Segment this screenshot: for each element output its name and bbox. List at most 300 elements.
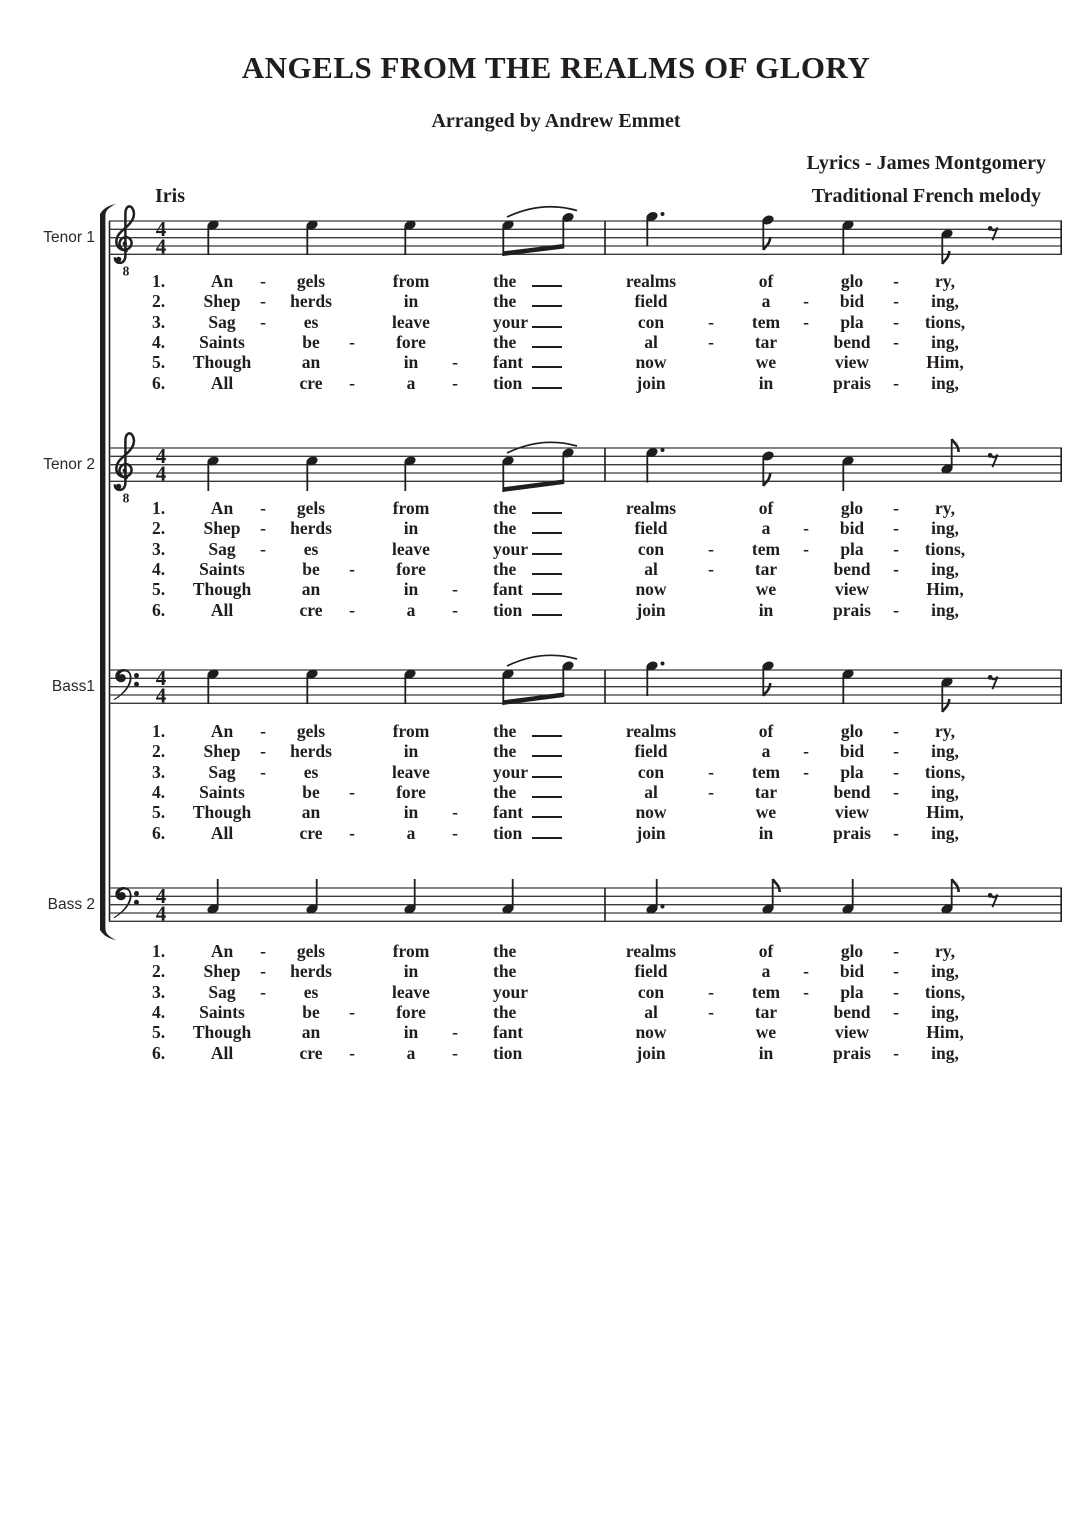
verse-number: 3. [152, 311, 166, 332]
lyric-hyphen: - [893, 372, 899, 393]
lyric-hyphen: - [893, 558, 899, 579]
lyric-hyphen: - [708, 1001, 714, 1022]
lyric-hyphen: - [260, 961, 266, 982]
lyrics-credit: Lyrics - James Montgomery [806, 152, 1046, 174]
lyric-hyphen: - [349, 558, 355, 579]
verse-number: 3. [152, 538, 166, 559]
lyric-syllable: bend [833, 1001, 871, 1022]
lyric-line [0, 741, 1071, 761]
lyric-syllable: ing, [931, 291, 959, 312]
eighth-flag [952, 879, 959, 892]
lyric-hyphen: - [349, 331, 355, 352]
lyric-syllable: we [755, 352, 777, 373]
lyric-hyphen: - [452, 352, 458, 373]
lyric-hyphen: - [708, 981, 714, 1002]
augmentation-dot [661, 905, 665, 909]
lyric-line [0, 518, 1071, 538]
lyric-hyphen: - [452, 599, 458, 620]
lyric-syllable: the [493, 961, 517, 982]
lyric-syllable: gels [296, 498, 326, 518]
lyric-syllable: herds [290, 961, 332, 982]
lyric-syllable: bend [833, 331, 871, 352]
lyric-syllable: bend [833, 781, 871, 802]
lyric-syllable: glo [840, 941, 864, 961]
lyric-hyphen: - [452, 579, 458, 600]
lyric-syllable: your [493, 311, 528, 332]
lyric-extender-line [532, 802, 562, 818]
lyric-syllable: glo [840, 721, 864, 741]
lyric-line [0, 1002, 1071, 1022]
lyric-syllable: the [493, 331, 517, 352]
page-title: ANGELS FROM THE REALMS OF GLORY [241, 50, 871, 85]
lyric-syllable: bend [833, 558, 871, 579]
lyric-syllable: now [635, 352, 667, 373]
lyric-syllable: bid [839, 741, 865, 762]
lyric-syllable: tion [493, 599, 523, 620]
voice-label-tenor2: Tenor 2 [43, 455, 95, 473]
verse-number: 3. [152, 981, 166, 1002]
lyric-syllable: now [635, 1022, 667, 1043]
lyric-extender-line [532, 559, 562, 575]
lyric-syllable: All [210, 822, 234, 843]
lyric-syllable: field [634, 518, 668, 539]
lyric-hyphen: - [260, 721, 266, 741]
lyric-syllable: the [493, 498, 517, 518]
lyric-hyphen: - [893, 271, 899, 291]
lyric-syllable: a [761, 961, 771, 982]
lyric-hyphen: - [803, 741, 809, 762]
verse-number: 4. [152, 331, 166, 352]
lyric-syllable: the [493, 741, 517, 762]
lyric-syllable: prais [833, 822, 871, 843]
lyric-syllable: we [755, 1022, 777, 1043]
lyric-hyphen: - [893, 1001, 899, 1022]
lyric-line [0, 539, 1071, 559]
lyric-hyphen: - [893, 599, 899, 620]
lyric-syllable: tem [751, 311, 781, 332]
lyric-syllable: an [301, 802, 321, 823]
lyric-syllable: herds [290, 291, 332, 312]
lyric-syllable: join [636, 372, 666, 393]
lyric-syllable: be [302, 781, 320, 802]
lyric-line [0, 1043, 1071, 1063]
lyric-syllable: your [493, 761, 528, 782]
lyric-syllable: be [302, 331, 320, 352]
lyric-hyphen: - [893, 1042, 899, 1063]
lyric-hyphen: - [893, 761, 899, 782]
lyric-syllable: realms [625, 271, 677, 291]
lyric-hyphen: - [260, 271, 266, 291]
lyric-hyphen: - [893, 721, 899, 741]
lyric-line [0, 982, 1071, 1002]
lyric-hyphen: - [893, 822, 899, 843]
lyric-hyphen: - [893, 518, 899, 539]
lyric-syllable: Though [192, 802, 252, 823]
lyric-syllable: the [493, 291, 517, 312]
time-signature: 4 [155, 884, 167, 909]
lyric-hyphen: - [893, 498, 899, 518]
lyric-syllable: cre [299, 1042, 323, 1063]
lyric-hyphen: - [893, 981, 899, 1002]
lyric-syllable: realms [625, 498, 677, 518]
lyric-extender-line [532, 498, 562, 514]
lyric-syllable: Sag [208, 761, 236, 782]
lyric-syllable: bid [839, 518, 865, 539]
lyric-hyphen: - [452, 802, 458, 823]
lyric-syllable: field [634, 291, 668, 312]
voice-label-tenor1: Tenor 1 [43, 228, 95, 246]
lyric-syllable: Saints [199, 558, 245, 579]
lyric-syllable: gels [296, 941, 326, 961]
lyric-syllable: es [303, 538, 319, 559]
time-signature: 4 [155, 234, 167, 259]
lyric-line [0, 291, 1071, 311]
verse-number: 6. [152, 1042, 166, 1063]
verse-number: 5. [152, 802, 166, 823]
lyric-syllable: glo [840, 498, 864, 518]
lyric-syllable: in [758, 1042, 774, 1063]
lyric-syllable: now [635, 802, 667, 823]
lyric-syllable: in [403, 579, 419, 600]
lyric-syllable: ing, [931, 518, 959, 539]
lyric-syllable: realms [625, 721, 677, 741]
lyric-hyphen: - [893, 941, 899, 961]
lyric-syllable: Though [192, 352, 252, 373]
lyric-syllable: An [210, 271, 234, 291]
lyric-extender-line [532, 600, 562, 616]
lyric-syllable: tion [493, 372, 523, 393]
lyric-syllable: from [392, 941, 430, 961]
lyric-syllable: the [493, 1001, 517, 1022]
lyric-extender-line [532, 332, 562, 348]
lyric-hyphen: - [349, 781, 355, 802]
lyric-line [0, 941, 1071, 961]
lyric-syllable: Shep [203, 961, 241, 982]
melody-credit: Traditional French melody [811, 185, 1041, 207]
lyric-syllable: your [493, 981, 528, 1002]
lyric-syllable: pla [840, 761, 864, 782]
lyric-syllable: in [403, 741, 419, 762]
lyric-syllable: al [644, 558, 658, 579]
lyric-syllable: in [403, 291, 419, 312]
lyric-syllable: fore [396, 1001, 426, 1022]
lyric-syllable: con [637, 981, 665, 1002]
lyric-hyphen: - [803, 961, 809, 982]
lyric-hyphen: - [893, 781, 899, 802]
lyric-syllable: pla [840, 981, 864, 1002]
lyric-line [0, 332, 1071, 352]
verse-number: 5. [152, 352, 166, 373]
lyric-extender-line [532, 539, 562, 555]
lyric-syllable: join [636, 599, 666, 620]
time-signature: 4 [155, 666, 167, 691]
lyric-syllable: Him, [926, 352, 964, 373]
lyric-syllable: al [644, 781, 658, 802]
lyric-hyphen: - [260, 291, 266, 312]
lyric-syllable: view [834, 352, 870, 373]
lyric-syllable: view [834, 802, 870, 823]
lyric-extender-line [532, 823, 562, 839]
lyric-syllable: glo [840, 271, 864, 291]
lyric-hyphen: - [708, 761, 714, 782]
lyric-syllable: in [758, 599, 774, 620]
lyric-syllable: an [301, 579, 321, 600]
lyric-syllable: bid [839, 291, 865, 312]
lyric-hyphen: - [260, 518, 266, 539]
verse-number: 2. [152, 741, 166, 762]
lyric-syllable: a [406, 822, 416, 843]
lyric-syllable: herds [290, 741, 332, 762]
lyric-syllable: field [634, 961, 668, 982]
lyric-hyphen: - [260, 981, 266, 1002]
lyric-hyphen: - [452, 822, 458, 843]
lyric-line [0, 961, 1071, 981]
bracket-hook-top [100, 204, 116, 216]
lyric-line [0, 782, 1071, 802]
lyric-hyphen: - [893, 291, 899, 312]
lyric-syllable: an [301, 1022, 321, 1043]
lyric-syllable: ing, [931, 961, 959, 982]
lyric-syllable: leave [392, 311, 430, 332]
lyric-syllable: a [406, 1042, 416, 1063]
lyric-hyphen: - [452, 1022, 458, 1043]
verse-number: 2. [152, 518, 166, 539]
lyric-syllable: in [403, 352, 419, 373]
lyric-hyphen: - [260, 941, 266, 961]
lyric-syllable: a [761, 741, 771, 762]
lyric-syllable: join [636, 822, 666, 843]
lyric-syllable: es [303, 981, 319, 1002]
lyric-hyphen: - [708, 781, 714, 802]
lyric-extender-line [532, 782, 562, 798]
lyric-syllable: fant [493, 352, 524, 373]
lyric-syllable: tem [751, 761, 781, 782]
lyric-syllable: ing, [931, 599, 959, 620]
verse-number: 2. [152, 291, 166, 312]
lyric-syllable: Shep [203, 518, 241, 539]
lyric-syllable: An [210, 498, 234, 518]
augmentation-dot [661, 448, 665, 452]
lyric-line [0, 352, 1071, 372]
lyric-syllable: the [493, 518, 517, 539]
lyric-syllable: of [758, 271, 774, 291]
lyric-syllable: con [637, 538, 665, 559]
voice-label-bass2: Bass 2 [47, 895, 95, 913]
lyric-hyphen: - [349, 1042, 355, 1063]
lyric-syllable: herds [290, 518, 332, 539]
lyric-hyphen: - [708, 311, 714, 332]
eighth-flag [773, 879, 780, 892]
lyric-syllable: ry, [935, 941, 955, 961]
lyric-syllable: fore [396, 558, 426, 579]
lyric-hyphen: - [893, 538, 899, 559]
lyric-syllable: Saints [199, 331, 245, 352]
octave-8-mark: 8 [122, 490, 130, 506]
lyric-syllable: All [210, 372, 234, 393]
lyric-line [0, 762, 1071, 782]
verse-number: 1. [152, 721, 166, 741]
lyric-syllable: the [493, 781, 517, 802]
verse-number: 5. [152, 579, 166, 600]
lyric-syllable: leave [392, 538, 430, 559]
bracket-hook-bottom [100, 929, 116, 941]
lyric-syllable: cre [299, 599, 323, 620]
lyric-syllable: the [493, 941, 517, 961]
lyric-syllable: tions, [924, 311, 966, 332]
lyric-line [0, 312, 1071, 332]
lyric-syllable: ry, [935, 271, 955, 291]
lyric-syllable: cre [299, 372, 323, 393]
lyric-syllable: Shep [203, 291, 241, 312]
verse-number: 1. [152, 271, 166, 291]
lyric-hyphen: - [349, 372, 355, 393]
lyric-syllable: tions, [924, 761, 966, 782]
lyric-syllable: view [834, 1022, 870, 1043]
lyric-hyphen: - [260, 761, 266, 782]
lyric-syllable: Sag [208, 311, 236, 332]
lyric-syllable: the [493, 721, 517, 741]
lyric-syllable: Saints [199, 781, 245, 802]
verse-number: 6. [152, 599, 166, 620]
lyric-syllable: tem [751, 538, 781, 559]
lyric-syllable: ing, [931, 741, 959, 762]
lyric-syllable: a [761, 518, 771, 539]
lyric-extender-line [532, 291, 562, 307]
lyric-syllable: ry, [935, 498, 955, 518]
lyric-syllable: in [758, 372, 774, 393]
lyric-syllable: Though [192, 1022, 252, 1043]
lyric-syllable: in [403, 802, 419, 823]
lyric-syllable: in [403, 961, 419, 982]
lyric-syllable: fore [396, 331, 426, 352]
verse-number: 4. [152, 1001, 166, 1022]
lyric-syllable: All [210, 1042, 234, 1063]
lyric-syllable: Him, [926, 579, 964, 600]
lyric-hyphen: - [803, 761, 809, 782]
lyric-extender-line [532, 518, 562, 534]
lyric-syllable: leave [392, 761, 430, 782]
lyric-line [0, 823, 1071, 843]
time-signature: 4 [155, 683, 167, 708]
lyric-syllable: pla [840, 538, 864, 559]
lyric-extender-line [532, 373, 562, 389]
lyric-syllable: from [392, 498, 430, 518]
lyric-syllable: be [302, 558, 320, 579]
lyric-syllable: field [634, 741, 668, 762]
lyric-line [0, 579, 1071, 599]
lyric-hyphen: - [349, 822, 355, 843]
lyric-line [0, 559, 1071, 579]
lyric-syllable: prais [833, 372, 871, 393]
lyric-syllable: in [403, 518, 419, 539]
lyric-hyphen: - [893, 961, 899, 982]
lyric-syllable: fore [396, 781, 426, 802]
lyric-hyphen: - [349, 599, 355, 620]
lyric-hyphen: - [803, 291, 809, 312]
lyric-syllable: from [392, 271, 430, 291]
lyric-syllable: from [392, 721, 430, 741]
lyric-syllable: prais [833, 599, 871, 620]
eighth-flag [952, 439, 959, 452]
lyric-syllable: ing, [931, 372, 959, 393]
lyric-hyphen: - [452, 1042, 458, 1063]
lyric-hyphen: - [349, 1001, 355, 1022]
lyric-syllable: of [758, 941, 774, 961]
lyric-syllable: ing, [931, 558, 959, 579]
lyric-hyphen: - [260, 741, 266, 762]
lyric-syllable: cre [299, 822, 323, 843]
lyric-syllable: ry, [935, 721, 955, 741]
time-signature: 4 [155, 444, 167, 469]
lyric-syllable: gels [296, 271, 326, 291]
lyric-syllable: tem [751, 981, 781, 1002]
lyric-hyphen: - [803, 981, 809, 1002]
octave-8-mark: 8 [122, 263, 130, 279]
lyric-syllable: tions, [924, 538, 966, 559]
time-signature: 4 [155, 461, 167, 486]
lyric-syllable: view [834, 579, 870, 600]
lyric-syllable: in [758, 822, 774, 843]
lyric-syllable: es [303, 761, 319, 782]
lyric-syllable: tar [754, 1001, 778, 1022]
arranger-credit: Arranged by Andrew Emmet [431, 110, 681, 132]
lyric-extender-line [532, 721, 562, 737]
lyric-syllable: fant [493, 802, 524, 823]
lyric-syllable: an [301, 352, 321, 373]
verse-number: 1. [152, 498, 166, 518]
lyric-syllable: con [637, 761, 665, 782]
lyric-syllable: Though [192, 579, 252, 600]
lyric-syllable: of [758, 498, 774, 518]
lyric-syllable: Shep [203, 741, 241, 762]
lyric-hyphen: - [260, 538, 266, 559]
lyric-extender-line [532, 312, 562, 328]
lyric-syllable: gels [296, 721, 326, 741]
lyric-line [0, 802, 1071, 822]
lyric-extender-line [532, 762, 562, 778]
lyric-syllable: the [493, 558, 517, 579]
time-signature: 4 [155, 901, 167, 926]
eighth-flag [763, 473, 770, 486]
lyric-syllable: An [210, 941, 234, 961]
lyric-syllable: the [493, 271, 517, 291]
augmentation-dot [661, 662, 665, 666]
lyric-syllable: ing, [931, 1001, 959, 1022]
lyric-extender-line [532, 271, 562, 287]
lyric-line [0, 271, 1071, 291]
lyric-syllable: Sag [208, 981, 236, 1002]
eighth-flag [942, 699, 949, 712]
lyric-syllable: realms [625, 941, 677, 961]
lyric-syllable: of [758, 721, 774, 741]
lyric-syllable: Saints [199, 1001, 245, 1022]
lyric-syllable: ing, [931, 781, 959, 802]
lyric-hyphen: - [708, 558, 714, 579]
lyric-syllable: Him, [926, 1022, 964, 1043]
verse-number: 4. [152, 558, 166, 579]
lyric-syllable: prais [833, 1042, 871, 1063]
lyric-syllable: tar [754, 331, 778, 352]
lyric-line [0, 600, 1071, 620]
lyric-line [0, 373, 1071, 393]
lyric-syllable: tar [754, 781, 778, 802]
lyric-syllable: leave [392, 981, 430, 1002]
lyric-syllable: bid [839, 961, 865, 982]
lyric-line [0, 498, 1071, 518]
tune-name: Iris [155, 185, 185, 207]
lyric-syllable: we [755, 802, 777, 823]
lyric-hyphen: - [803, 518, 809, 539]
